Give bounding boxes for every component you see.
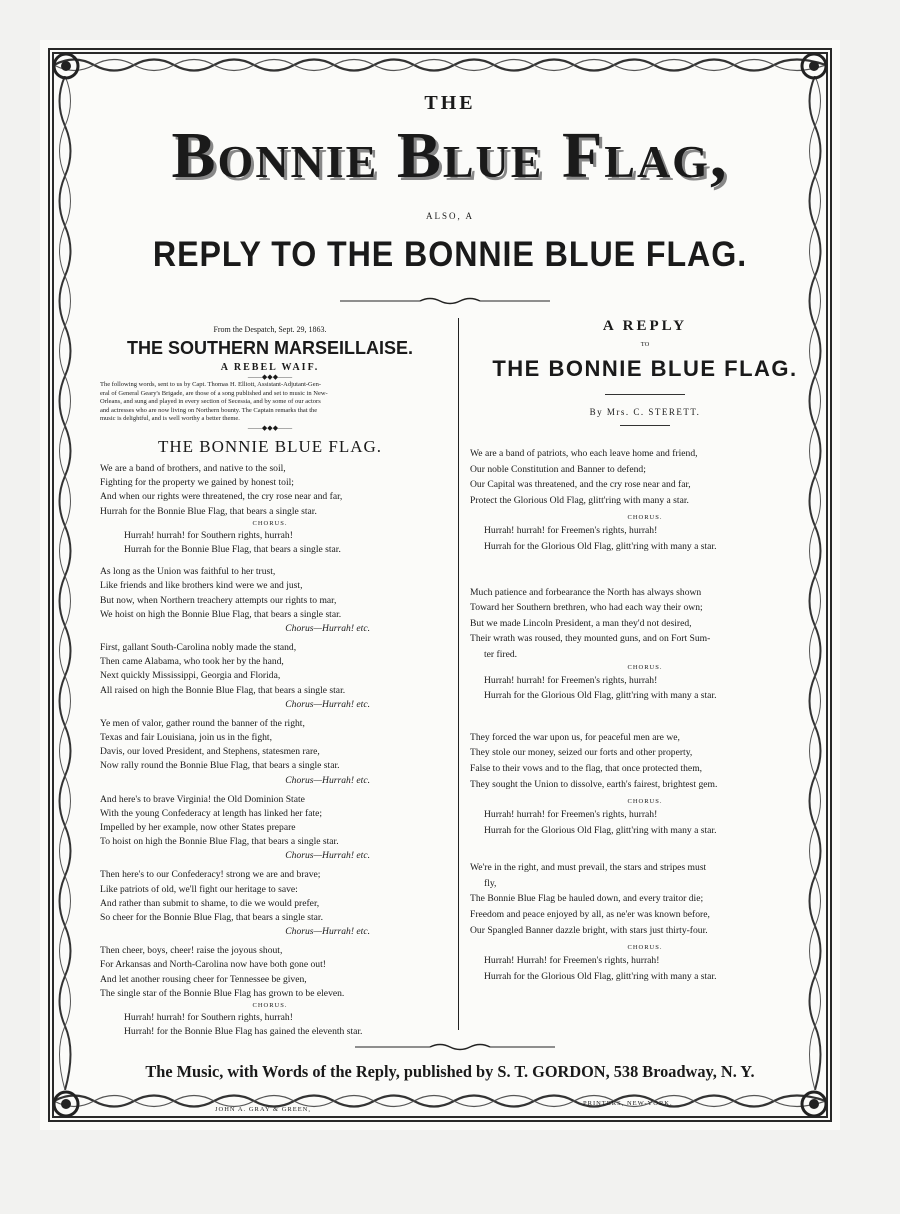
main-title: Bonnie Blue Flag, (171, 119, 729, 192)
verse-line: Hurrah! Hurrah! for Freemen's rights, hurrah! (484, 955, 660, 967)
verse-line: Then here's to our Confederacy! strong we are and brave; (100, 869, 321, 881)
right-column (470, 318, 820, 984)
corner-flourish-icon (794, 1084, 834, 1124)
verse-line: Ye men of valor, gather round the banner of the right, (100, 717, 305, 729)
verse-line: And when our rights were threatened, the cry rose near and far, (100, 491, 343, 503)
note-line: eral of General Geary's Brigade, are those of a song published and set to music in New- (100, 389, 328, 397)
verse-line: With the young Confederacy at length has linked her fate; (100, 807, 323, 819)
chorus-label: CHORUS. (627, 798, 663, 806)
verse-line: Hurrah for the Glorious Old Flag, glitt'ring with many a star. (484, 970, 717, 982)
verse-line: We are a band of brothers, and native to the soil, (100, 462, 286, 474)
verse-line: Hurrah for the Bonnie Blue Flag, that bears a single star. (100, 505, 317, 517)
publisher-line: The Music, with Words of the Reply, published by S. T. GORDON, 538 Broadway, N. Y. (145, 1062, 755, 1081)
corner-flourish-icon (794, 46, 834, 86)
verse-line: Fighting for the property we gained by honest toil; (100, 477, 294, 489)
verse-line: Their wrath was roused, they mounted guns, and on Fort Sum- (470, 633, 711, 645)
verse-line: Then came Alabama, who took her by the hand, (100, 656, 284, 668)
chorus-ref: Chorus—Hurrah! etc. (285, 623, 370, 634)
verse-line: Hurrah! for the Bonnie Blue Flag has gained the eleventh star. (124, 1026, 363, 1038)
verse-line: The Bonnie Blue Flag be hauled down, and every traitor die; (470, 893, 704, 905)
verse-line: Davis, our loved President, and Stephens, statesmen rare, (100, 746, 320, 758)
chorus (100, 529, 440, 557)
short-rule (605, 394, 685, 395)
verse-line: They stole our money, seized our forts and other property, (470, 747, 693, 759)
verse-line: Like friends and like brothers kind were we and just, (100, 580, 303, 592)
chorus-ref: Chorus—Hurrah! etc. (285, 698, 370, 710)
final-chorus (100, 1011, 440, 1039)
rebel-waif-subtitle: A REBEL WAIF. (220, 362, 320, 373)
verse-line: ter fired. (484, 648, 518, 660)
verse-line: Freedom and peace enjoyed by all, as ne'er was known before, (470, 909, 710, 921)
chorus-label: CHORUS. (252, 1002, 288, 1010)
chorus-label: CHORUS. (627, 514, 663, 522)
divider-ornament-icon (355, 1042, 555, 1052)
verse-line: Next quickly Mississippi, Georgia and Florida, (100, 670, 281, 682)
reply-chorus (470, 523, 820, 554)
left-column (100, 325, 440, 1039)
printer-left: JOHN A. GRAY & GREEN, (215, 1106, 311, 1113)
verse-line: Our noble Constitution and Banner to defend; (470, 463, 646, 475)
chorus-label: CHORUS. (627, 944, 663, 952)
note-line: Orleans, and sung and played in every section of Secessia, and by some of our actors (100, 398, 321, 406)
verse-line: False to their vows and to the flag, that once protected them, (470, 762, 703, 774)
corner-flourish-icon (46, 46, 86, 86)
verse-line: They sought the Union to dissolve, earth's fairest, brightest gem. (470, 778, 718, 790)
chorus-ref: Chorus—Hurrah! etc. (285, 774, 370, 786)
reply-verse-4 (470, 860, 820, 938)
divider-ornament-icon (340, 296, 550, 306)
verse-line: We are a band of patriots, who each leave home and friend, (470, 448, 698, 459)
verse-line: Hurrah for the Glorious Old Flag, glitt'ring with many a star. (484, 540, 717, 552)
verse-line: Much patience and forbearance the North has always shown (470, 586, 702, 598)
a-reply-title: A REPLY (602, 318, 688, 334)
chorus-ref: Chorus—Hurrah! etc. (285, 850, 370, 862)
song-title: THE BONNIE BLUE FLAG. (157, 436, 383, 456)
verse-line: But we made Lincoln President, a man they'd not desired, (470, 617, 692, 629)
verse-1 (100, 462, 440, 519)
verse-line: As long as the Union was faithful to her trust, (100, 566, 276, 578)
small-divider: ——◆◆◆—— (247, 423, 293, 432)
verse-line: And rather than submit to shame, to die we would prefer, (100, 897, 320, 909)
editor-note (100, 381, 440, 424)
note-line: music is delightful, and is well worthy a better theme. (100, 415, 240, 423)
verse-line: All raised on high the Bonnie Blue Flag, that bears a single star. (100, 684, 346, 696)
verse-6 (100, 868, 440, 925)
printer-right: PRINTERS, NEW-YORK. (583, 1100, 673, 1107)
reply-verse-3 (470, 730, 820, 792)
corner-flourish-icon (46, 1084, 86, 1124)
verse-line: Toward her Southern brethren, who had each way their own; (470, 602, 703, 614)
reply-verse-1 (470, 446, 820, 508)
verse-line: To hoist on high the Bonnie Blue Flag, that bears a single star. (100, 836, 339, 848)
reply-final-chorus (470, 953, 820, 984)
reply-chorus (470, 807, 820, 838)
short-rule (620, 425, 670, 426)
reply-verse-2 (470, 585, 820, 663)
verse-line: Texas and fair Louisiana, join us in the fight, (100, 732, 272, 744)
reply-chorus (470, 673, 820, 704)
chorus-label: CHORUS. (627, 663, 663, 671)
top-ornament (54, 54, 826, 76)
verse-4 (100, 717, 440, 774)
verse-line: Hurrah! hurrah! for Freemen's rights, hurrah! (484, 809, 658, 821)
chorus-ref: Chorus—Hurrah! etc. (285, 926, 370, 938)
note-line: The following words, sent to us by Capt. Thomas H. Elliott, Assistant-Adjutant-Gen- (100, 381, 322, 388)
reply-title: REPLY TO THE BONNIE BLUE FLAG. (152, 235, 748, 274)
verse-line: First, gallant South-Carolina nobly made the stand, (100, 642, 297, 653)
verse-line: So cheer for the Bonnie Blue Flag, that bears a single star. (100, 912, 323, 924)
verse-line: Our Spangled Banner dazzle bright, with stars just thirty-four. (470, 924, 708, 936)
verse-line: For Arkansas and North-Carolina now have both gone out! (100, 959, 326, 971)
verse-5 (100, 793, 440, 850)
verse-line: Hurrah for the Glorious Old Flag, glitt'ring with many a star. (484, 824, 717, 836)
verse-line: And here's to brave Virginia! the Old Dominion State (100, 793, 305, 805)
verse-line: The single star of the Bonnie Blue Flag has grown to be eleven. (100, 987, 345, 999)
column-divider (458, 318, 459, 1030)
verse-line: Our Capital was threatened, and the cry rose near and far, (470, 479, 691, 491)
verse-line: But now, when Northern treachery attempts our rights to mar, (100, 594, 337, 606)
verse-line: We hoist on high the Bonnie Blue Flag, that bears a single star. (100, 608, 342, 620)
reply-song-title: THE BONNIE BLUE FLAG. (492, 356, 798, 381)
verse-line: Protect the Glorious Old Flag, glitt'ring with many a star. (470, 494, 689, 506)
verse-line: Hurrah! hurrah! for Freemen's rights, hurrah! (484, 674, 658, 686)
verse-line: And let another rousing cheer for Tennessee be given, (100, 973, 307, 985)
verse-2 (100, 565, 440, 622)
verse-line: Hurrah for the Glorious Old Flag, glitt'ring with many a star. (484, 690, 717, 702)
southern-marseillaise-title: THE SOUTHERN MARSEILLAISE. (126, 338, 413, 358)
verse-line: Then cheer, boys, cheer! raise the joyous shout, (100, 945, 283, 957)
verse-3 (100, 641, 440, 698)
verse-line: They forced the war upon us, for peaceful men are we, (470, 731, 680, 743)
verse-line: fly, (484, 877, 497, 889)
verse-line: Hurrah! hurrah! for Southern rights, hurrah! (124, 1012, 293, 1024)
left-ornament (54, 76, 76, 1090)
verse-line: Hurrah for the Bonnie Blue Flag, that bears a single star. (124, 543, 341, 555)
header-also: ALSO, A (425, 211, 474, 221)
verse-line: Hurrah! hurrah! for Southern rights, hurrah! (124, 529, 293, 541)
bottom-ornament (54, 1090, 826, 1112)
verse-line: We're in the right, and must prevail, the stars and stripes must (470, 862, 707, 874)
small-divider: ——◆◆◆—— (247, 373, 293, 381)
verse-7 (100, 944, 440, 1001)
note-line: and actresses who are now living on Northern bounty. The Captain remarks that the (100, 406, 318, 414)
verse-line: Hurrah! hurrah! for Freemen's rights, hurrah! (484, 525, 658, 537)
source-line: From the Despatch, Sept. 29, 1863. (213, 325, 327, 334)
header-the: THE (424, 92, 476, 114)
chorus-label: CHORUS. (252, 519, 288, 527)
verse-line: Now rally round the Bonnie Blue Flag, that bears a single star. (100, 760, 340, 772)
reply-to: TO (640, 341, 650, 348)
verse-line: Impelled by her example, now other States prepare (100, 822, 296, 834)
verse-line: Like patriots of old, we'll fight our heritage to save: (100, 883, 298, 895)
author-line: By Mrs. C. STERETT. (589, 407, 701, 417)
